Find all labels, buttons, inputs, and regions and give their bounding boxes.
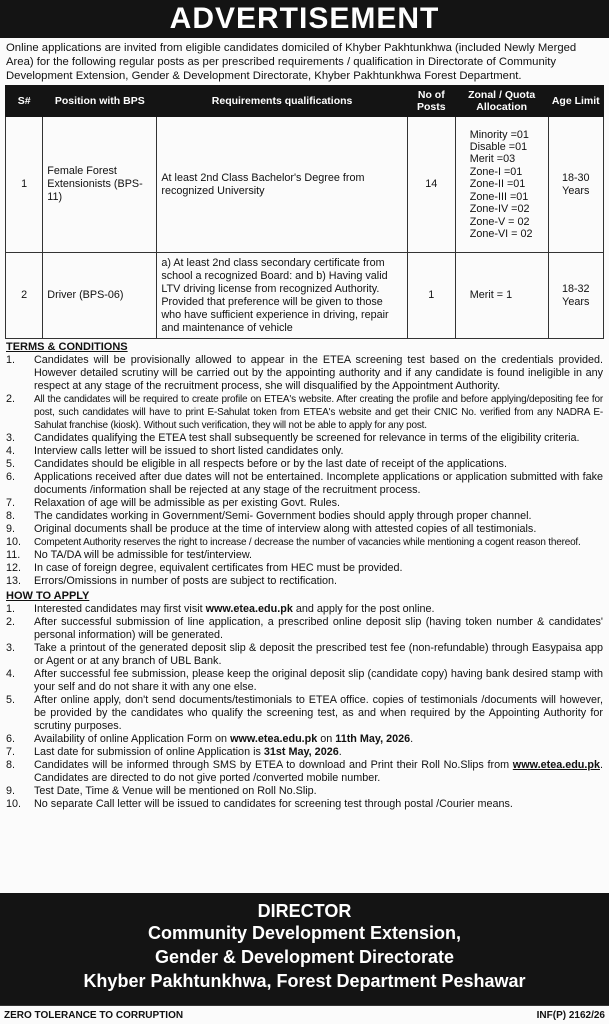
list-item [6,668,603,694]
row-position: Female Forest Extensionists (BPS-11) [43,117,157,253]
list-item [6,393,603,432]
slogan: ZERO TOLERANCE TO CORRUPTION [4,1009,184,1021]
item-number: 11. [6,549,21,561]
item-text: Take a printout of the generated deposit slip & deposit the prescribed test fee (non-refundable) through Easypaisa app or Agent or at any branch of UBL Bank. [34,642,603,667]
item-text: After successful fee submission, please keep the original deposit slip (candidate copy) having bank desired stamp with your self and do not share it with any one else. [34,668,603,693]
item-number: 7. [6,746,16,758]
item-number: 4. [6,668,16,680]
row-sno: 1 [6,117,43,253]
text-segment: . [338,746,342,758]
list-item [6,445,603,458]
item-text: Original documents shall be produce at the time of interview along with attested copies of all testimonials. [34,523,537,535]
item-number: 5. [6,694,16,706]
item-number: 8. [6,510,16,522]
text-segment: . [410,733,414,745]
item-text: Applications received after due dates will not be entertained. Incomplete applications or application submitted with fake documents /information shall be rejected at any stage of the recruitment process. [34,471,603,496]
item-text [34,733,603,746]
item-number: 9. [6,523,16,535]
item-number: 8. [6,759,16,771]
table-header-row [6,86,604,117]
posts-table [5,85,604,339]
header-sno: S# [6,86,43,117]
text-segment: Availability of online Application Form on [34,733,231,745]
allocation-item: Zone-III =01 [469,190,529,203]
page-title: ADVERTISEMENT [169,2,440,35]
item-text: No separate Call letter will be issued to candidates for screening test through postal /Courier means. [34,798,513,810]
item-number: 3. [6,432,16,444]
allocation-item: Zone-II =01 [469,178,526,191]
row-allocation [455,253,548,339]
list-item [6,798,603,811]
item-number: 10. [6,536,22,548]
item-number: 13. [6,575,22,587]
intro-paragraph: Online applications are invited from eligible candidates domiciled of Khyber Pakhtunkhwa (included Newly Merged Area) for the following regular posts as per prescribed requirements / qualification in Directorate of Community Development Extension, Gender & Development Directorate, Khyber Pakhtunkhwa Forest Department. [6,42,577,82]
table-row [6,253,604,339]
item-text: Errors/Omissions in number of posts are subject to rectification. [34,575,338,587]
header-banner [0,0,609,38]
terms-list [0,354,609,588]
item-text: In case of foreign degree, equivalent certificates from HEC must be provided. [34,562,403,574]
text-segment: and apply for the post online. [292,603,435,615]
list-item [6,746,603,759]
item-number: 1. [6,603,16,615]
text-segment: on [317,733,336,745]
item-text: Interview calls letter will be issued to short listed candidates only. [34,445,344,457]
office-line: Khyber Pakhtunkhwa, Forest Department Peshawar [83,971,526,991]
item-number: 6. [6,733,16,745]
header-requirements: Requirements qualifications [157,86,407,117]
row-posts: 1 [407,253,455,339]
item-number: 12. [6,562,22,574]
etea-link[interactable]: www.etea.edu.pk [512,759,600,771]
allocation-item: Merit =03 [469,153,516,166]
item-text: After successful submission of line application, a prescribed online deposit slip (having token number & candidates' personal information) will be generated. [34,616,603,641]
director-signature-block [0,893,609,1005]
item-text: After online apply, don't send documents/testimonials to ETEA office. copies of testimonials /documents will however, be provided by the candidates who qualify the screening test, as and when required by the Appointing Authority for scrutiny purposes. [34,694,603,732]
text-segment: Last date for submission of online Application is [34,746,264,758]
list-item [6,759,603,785]
allocation-item: Zone-I =01 [469,165,523,178]
item-number: 2. [6,616,16,628]
allocation-item: Disable =01 [469,141,528,154]
list-item [6,616,603,642]
text-segment: . Candidates are directed to do not give ported /converted mobile number. [34,759,603,784]
list-item [6,458,603,471]
header-allocation: Zonal / Quota Allocation [455,86,548,117]
row-position: Driver (BPS-06) [43,253,157,339]
row-requirements: a) At least 2nd class secondary certificate from school a recognized Board: and b) Having valid LTV driving license from recognized Authority. Provided that preference will be given to those who have sufficient experience in driving, repair and maintenance of vehicle [157,253,407,339]
allocation-item: Zone-IV =02 [469,203,530,216]
bottom-bar [0,1005,609,1024]
etea-link[interactable]: www.etea.edu.pk [205,603,293,615]
row-age: 18-30 Years [548,117,603,253]
item-text: Relaxation of age will be admissible as per existing Govt. Rules. [34,497,341,509]
item-number: 7. [6,497,16,509]
text-segment: Candidates will be informed through SMS by ETEA to download and Print their Roll No.Slips from [34,759,513,771]
office-line: Gender & Development Directorate [154,947,455,967]
list-item [6,354,603,393]
last-date: 31st May, 2026 [263,746,339,758]
director-title: DIRECTOR [257,901,352,921]
list-item [6,562,603,575]
list-item [6,575,603,588]
item-number: 4. [6,445,16,457]
list-item [6,510,603,523]
list-item [6,733,603,746]
item-text: Candidates qualifying the ETEA test shall subsequently be screened for relevance in terms of the eligibility criteria. [34,432,580,444]
allocation-item: Merit = 1 [469,289,513,302]
list-item [6,603,603,616]
row-sno: 2 [6,253,43,339]
list-item [6,497,603,510]
list-item [6,471,603,497]
item-number: 2. [6,393,16,405]
header-posts: No of Posts [407,86,455,117]
row-posts: 14 [407,117,455,253]
inf-reference: INF(P) 2162/26 [536,1009,605,1021]
apply-heading: HOW TO APPLY [6,590,90,602]
item-text: No TA/DA will be admissible for test/interview. [34,549,253,561]
allocation-item: Zone-V = 02 [469,215,530,228]
item-number: 10. [6,798,22,810]
allocation-item: Minority =01 [469,128,529,141]
allocation-item: Zone-VI = 02 [469,227,533,240]
terms-heading: TERMS & CONDITIONS [6,341,128,353]
item-number: 9. [6,785,16,797]
list-item [6,785,603,798]
item-text [34,603,603,616]
item-text: Test Date, Time & Venue will be mentioned on Roll No.Slip. [34,785,317,797]
item-number: 3. [6,642,16,654]
item-number: 1. [6,354,16,366]
etea-link[interactable]: www.etea.edu.pk [230,733,318,745]
item-number: 6. [6,471,16,483]
item-text [34,746,603,759]
list-item [6,549,603,562]
list-item [6,642,603,668]
item-number: 5. [6,458,16,470]
row-allocation [455,117,548,253]
availability-date: 11th May, 2026 [335,733,411,745]
list-item [6,523,603,536]
row-requirements: At least 2nd Class Bachelor's Degree from recognized University [157,117,407,253]
list-item [6,432,603,445]
item-text: All the candidates will be required to create profile on ETEA's website. After creating the profile and before applying/depositing fee for post, such candidates will have to print E-Sahulat token from ETEA's website and get their CNIC No. verified from any NADRA E-Sahulat franchise (kiosk). Without such verification, they will not be able to apply for any post. [34,394,603,431]
apply-list [0,603,609,811]
item-text: The candidates working in Government/Semi- Government bodies should apply through proper channel. [34,510,532,522]
header-position: Position with BPS [43,86,157,117]
list-item [6,536,603,549]
office-line: Community Development Extension, [147,923,462,943]
item-text: Competent Authority reserves the right to increase / decrease the number of vacancies while mentioning a cogent reason thereof. [34,537,581,548]
item-text: Candidates should be eligible in all respects before or by the last date of receipt of the applications. [34,458,507,470]
item-text [34,759,603,785]
table-row [6,117,604,253]
header-age: Age Limit [548,86,603,117]
text-segment: Interested candidates may first visit [34,603,206,615]
list-item [6,694,603,733]
row-age: 18-32 Years [548,253,603,339]
item-text: Candidates will be provisionally allowed to appear in the ETEA screening test based on the credentials provided. However detailed scrutiny will be carried out by the appointing authority and if any candidate is found ineligible in any respect at any stage of the recruitment process, she will disqualified by the Appointment Authority. [34,354,603,392]
